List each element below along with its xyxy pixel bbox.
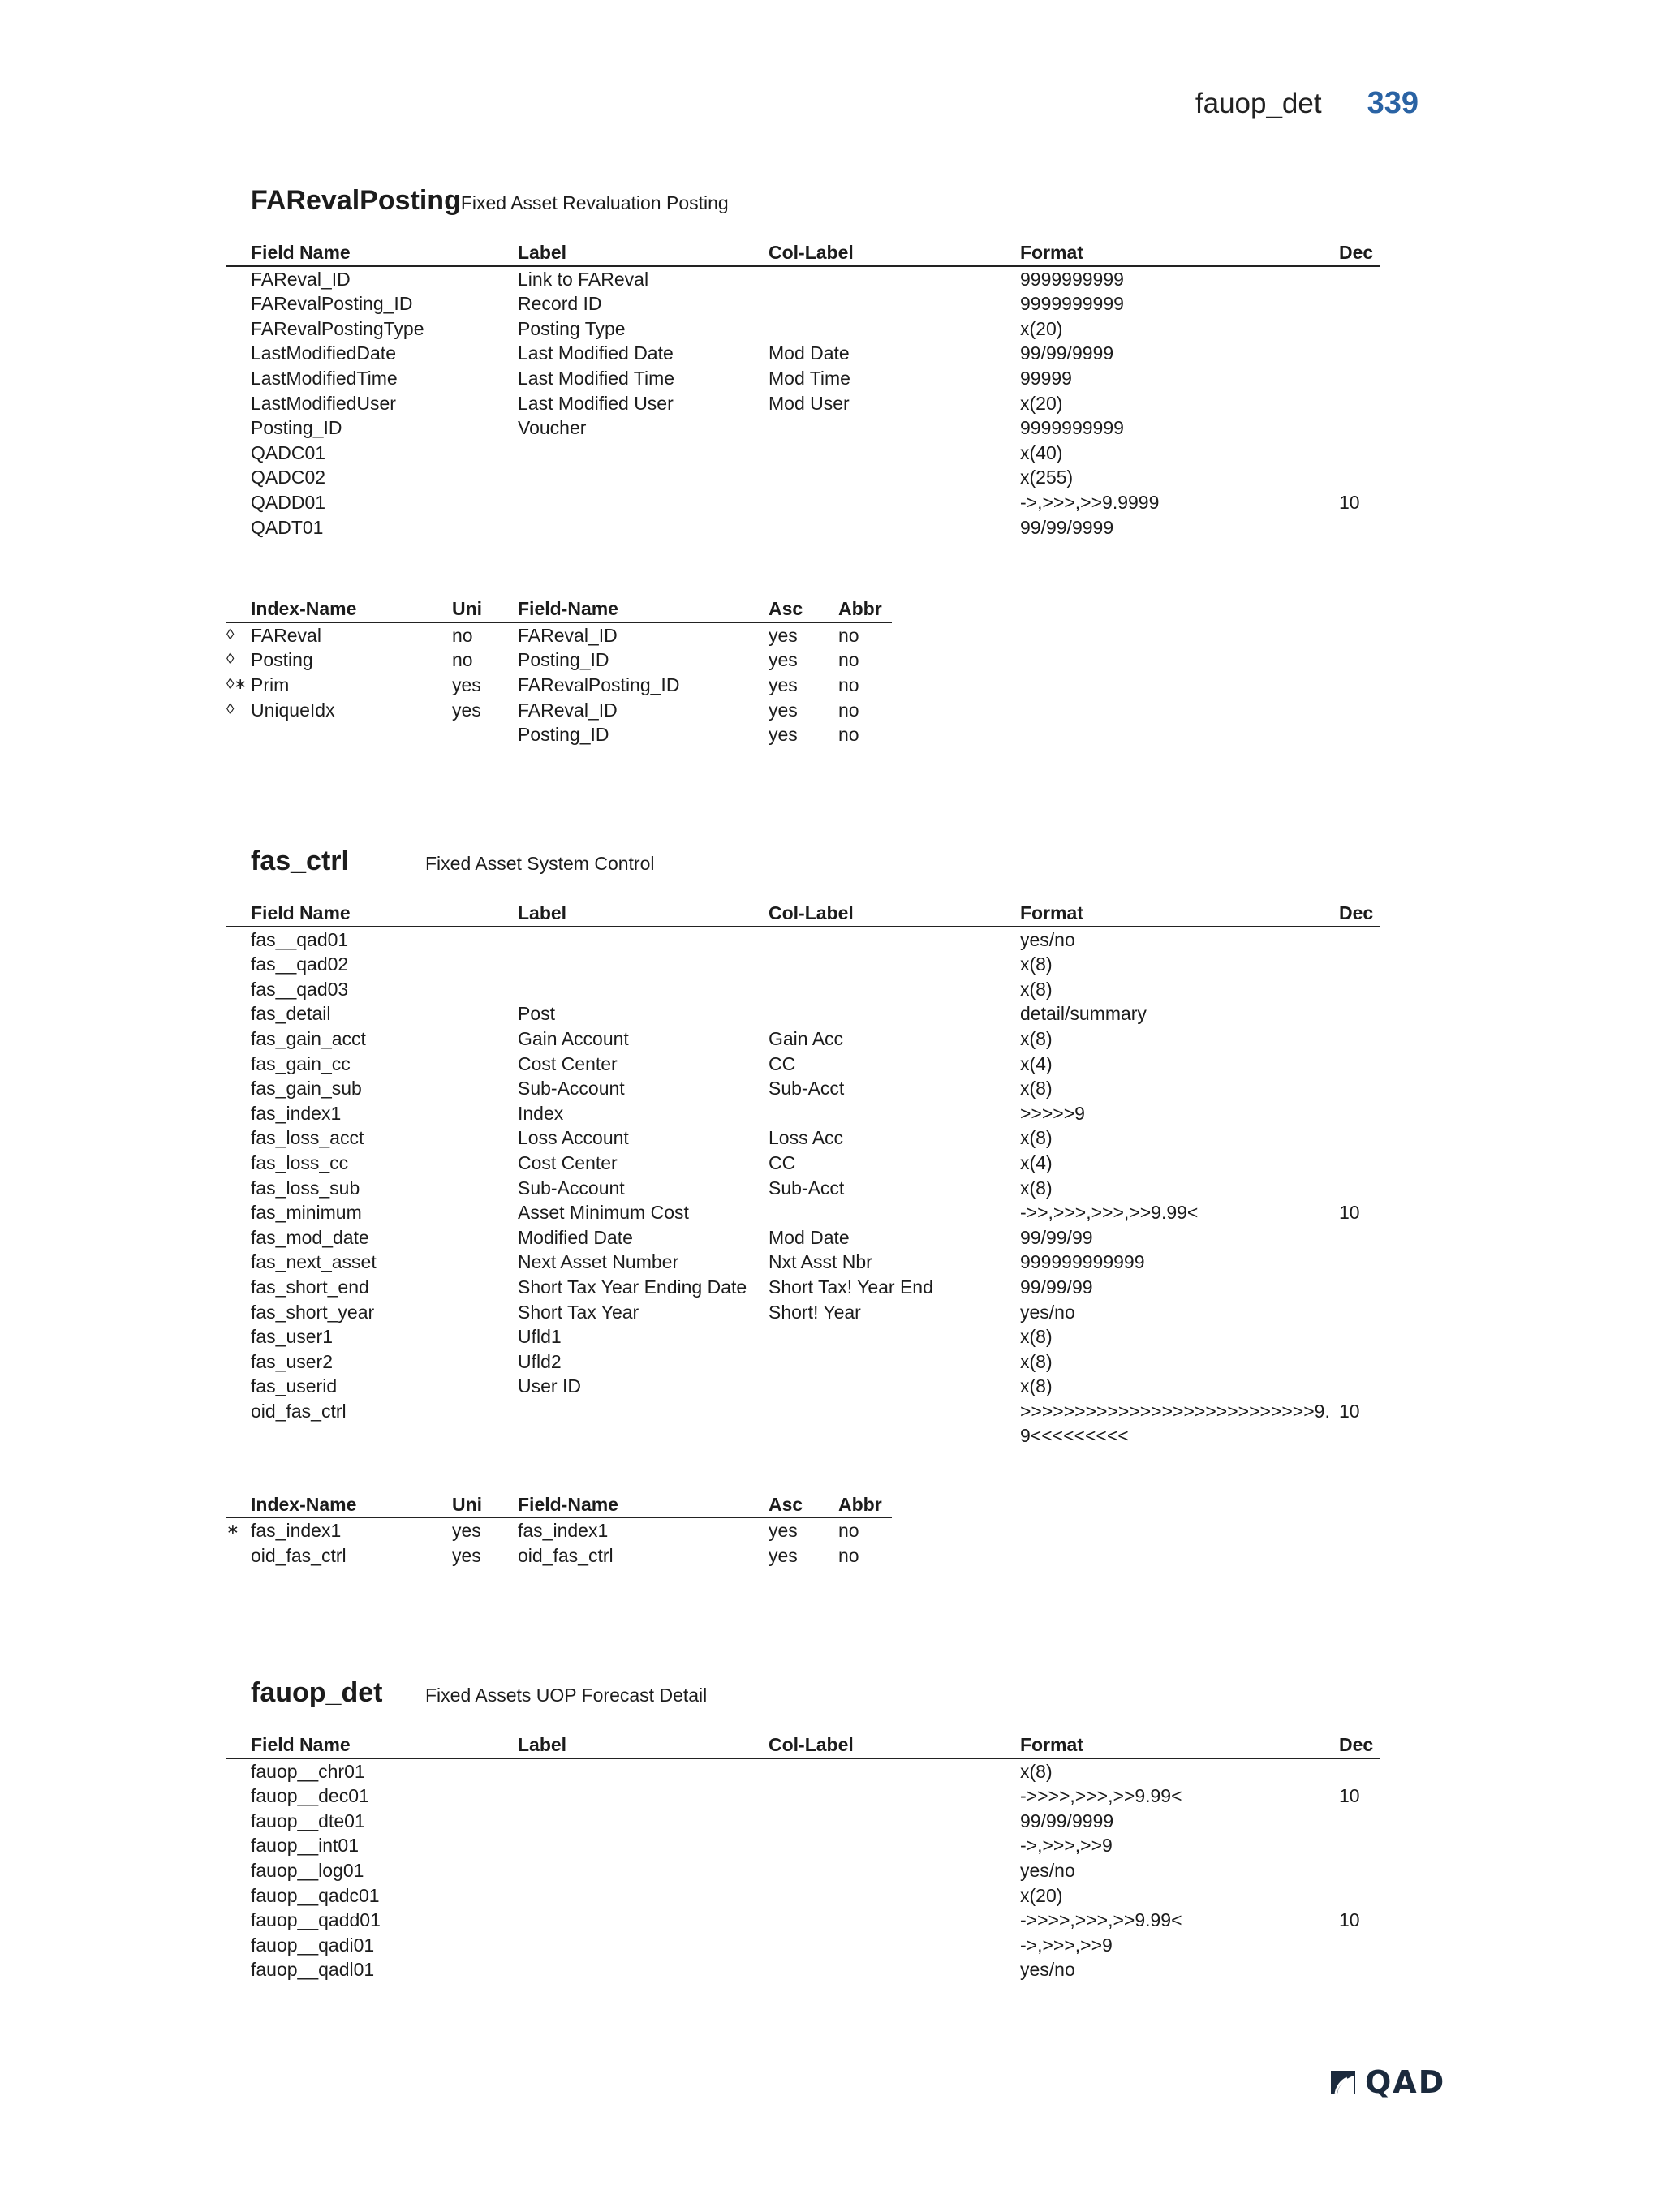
dec-cell: 10 bbox=[1339, 491, 1360, 513]
abbreviated-cell: no bbox=[838, 649, 859, 671]
format-cell: 9999999999 bbox=[1020, 293, 1124, 315]
unique-cell: yes bbox=[452, 699, 481, 721]
index-name-cell: UniqueIdx bbox=[251, 699, 335, 721]
table-row bbox=[226, 1125, 1380, 1151]
index-table bbox=[226, 1492, 892, 1569]
format-cell: yes/no bbox=[1020, 928, 1075, 950]
format-cell: 99/99/9999 bbox=[1020, 342, 1114, 364]
index-row bbox=[226, 722, 892, 747]
col-label-cell: Short Tax! Year End bbox=[769, 1276, 933, 1298]
label-cell: Link to FAReval bbox=[518, 268, 649, 290]
field-name-cell: QADC02 bbox=[251, 467, 326, 488]
label-cell: Modified Date bbox=[518, 1226, 633, 1248]
col-label-cell: Mod Date bbox=[769, 342, 850, 364]
table-row bbox=[226, 1908, 1380, 1933]
column-header-asc: Asc bbox=[769, 598, 803, 620]
field-name-cell: fas__qad03 bbox=[251, 978, 349, 1000]
field-table-header bbox=[226, 901, 1380, 927]
ascending-cell: yes bbox=[769, 649, 798, 671]
field-name-cell: FAReval_ID bbox=[251, 268, 351, 290]
table-row bbox=[226, 415, 1380, 441]
column-header-abbr: Abbr bbox=[838, 598, 882, 620]
field-name-cell: LastModifiedTime bbox=[251, 367, 398, 389]
format-cell: x(255) bbox=[1020, 467, 1074, 488]
label-cell: Last Modified Time bbox=[518, 367, 675, 389]
format-cell: x(20) bbox=[1020, 317, 1063, 339]
table-heading bbox=[251, 1677, 1380, 1723]
index-marker-icon: ◊∗ bbox=[226, 675, 248, 693]
abbreviated-cell: no bbox=[838, 699, 859, 721]
column-header-asc: Asc bbox=[769, 1493, 803, 1515]
label-cell: Cost Center bbox=[518, 1151, 618, 1173]
table-section-fas-ctrl bbox=[226, 846, 1380, 1569]
index-field-cell: FAReval_ID bbox=[518, 699, 618, 721]
label-cell: Last Modified Date bbox=[518, 342, 674, 364]
format-cell: ->>,>>>,>>>,>>9.99< bbox=[1020, 1202, 1199, 1224]
format-cell: ->,>>>,>>9 bbox=[1020, 1835, 1113, 1857]
field-name-cell: fas_userid bbox=[251, 1375, 338, 1397]
ascending-cell: yes bbox=[769, 624, 798, 646]
table-row bbox=[226, 952, 1380, 977]
running-head-title: fauop_det bbox=[1195, 88, 1322, 119]
index-name-cell: Posting bbox=[251, 649, 313, 671]
table-row bbox=[226, 1250, 1380, 1275]
column-header-format: Format bbox=[1020, 242, 1083, 263]
table-heading bbox=[251, 846, 1380, 891]
format-cell: 99/99/9999 bbox=[1020, 516, 1114, 538]
field-table bbox=[226, 1732, 1380, 1982]
table-row bbox=[226, 1324, 1380, 1349]
table-row bbox=[226, 1399, 1380, 1448]
index-row bbox=[226, 673, 892, 698]
table-row bbox=[226, 1026, 1380, 1052]
format-cell: x(8) bbox=[1020, 1177, 1053, 1199]
format-cell: x(40) bbox=[1020, 441, 1063, 463]
label-cell: Record ID bbox=[518, 293, 602, 315]
field-name-cell: fas_gain_sub bbox=[251, 1078, 362, 1100]
column-header-label: Label bbox=[518, 242, 567, 263]
format-cell: 99/99/9999 bbox=[1020, 1810, 1114, 1831]
index-table bbox=[226, 596, 892, 747]
ascending-cell: yes bbox=[769, 673, 798, 695]
column-header-index-name: Index-Name bbox=[251, 1493, 357, 1515]
table-section-farevalposting bbox=[226, 185, 1380, 747]
label-cell: Short Tax Year bbox=[518, 1301, 639, 1323]
index-field-cell: fas_index1 bbox=[518, 1520, 609, 1542]
abbreviated-cell: no bbox=[838, 673, 859, 695]
label-cell: Index bbox=[518, 1102, 564, 1124]
unique-cell: no bbox=[452, 624, 473, 646]
field-table-header bbox=[226, 1732, 1380, 1759]
unique-cell: yes bbox=[452, 1545, 481, 1567]
abbreviated-cell: no bbox=[838, 1545, 859, 1567]
field-name-cell: QADD01 bbox=[251, 491, 326, 513]
format-cell: x(8) bbox=[1020, 1027, 1053, 1049]
column-header-dec: Dec bbox=[1339, 1734, 1374, 1755]
col-label-cell: CC bbox=[769, 1052, 796, 1074]
table-row bbox=[226, 977, 1380, 1002]
table-description: Fixed Asset System Control bbox=[425, 853, 655, 874]
table-name: fas_ctrl bbox=[251, 846, 349, 876]
label-cell: Gain Account bbox=[518, 1027, 629, 1049]
column-header-dec: Dec bbox=[1339, 242, 1374, 263]
index-row bbox=[226, 698, 892, 723]
col-label-cell: Mod Date bbox=[769, 1226, 850, 1248]
format-cell: 99999 bbox=[1020, 367, 1072, 389]
field-name-cell: fas__qad02 bbox=[251, 953, 349, 975]
field-name-cell: fas_gain_acct bbox=[251, 1027, 366, 1049]
column-header-format: Format bbox=[1020, 902, 1083, 923]
index-row bbox=[226, 623, 892, 648]
format-cell: x(8) bbox=[1020, 1127, 1053, 1149]
index-marker-icon: ◊ bbox=[226, 700, 235, 718]
table-row bbox=[226, 366, 1380, 391]
format-cell: 99/99/99 bbox=[1020, 1276, 1093, 1298]
field-name-cell: fas_mod_date bbox=[251, 1226, 369, 1248]
index-name-cell: Prim bbox=[251, 673, 290, 695]
format-cell: ->,>>>,>>9.9999 bbox=[1020, 491, 1160, 513]
column-header-dec: Dec bbox=[1339, 902, 1374, 923]
label-cell: Post bbox=[518, 1003, 556, 1025]
unique-cell: no bbox=[452, 649, 473, 671]
index-row bbox=[226, 1518, 892, 1543]
table-row bbox=[226, 1052, 1380, 1077]
field-name-cell: fas_user2 bbox=[251, 1350, 334, 1372]
format-cell: 9999999999 bbox=[1020, 268, 1124, 290]
unique-cell: yes bbox=[452, 1520, 481, 1542]
field-name-cell: fas_detail bbox=[251, 1003, 331, 1025]
dec-cell: 10 bbox=[1339, 1202, 1360, 1224]
field-name-cell: fas_gain_cc bbox=[251, 1052, 351, 1074]
table-row bbox=[226, 1784, 1380, 1809]
label-cell: Ufld2 bbox=[518, 1350, 562, 1372]
format-cell: ->>>>,>>>,>>9.99< bbox=[1020, 1785, 1182, 1807]
format-cell: ->,>>>,>>9 bbox=[1020, 1934, 1113, 1956]
field-name-cell: fas_index1 bbox=[251, 1102, 342, 1124]
dec-cell: 10 bbox=[1339, 1909, 1360, 1931]
ascending-cell: yes bbox=[769, 1520, 798, 1542]
format-cell: x(20) bbox=[1020, 392, 1063, 414]
col-label-cell: Sub-Acct bbox=[769, 1078, 845, 1100]
column-header-col-label: Col-Label bbox=[769, 242, 854, 263]
label-cell: Sub-Account bbox=[518, 1177, 625, 1199]
col-label-cell: Loss Acc bbox=[769, 1127, 844, 1149]
label-cell: User ID bbox=[518, 1375, 581, 1397]
column-header-label: Label bbox=[518, 902, 567, 923]
field-name-cell: fas_minimum bbox=[251, 1202, 362, 1224]
field-name-cell: fas_next_asset bbox=[251, 1251, 377, 1273]
col-label-cell: Sub-Acct bbox=[769, 1177, 845, 1199]
field-name-cell: fas_loss_acct bbox=[251, 1127, 364, 1149]
field-name-cell: fas_loss_sub bbox=[251, 1177, 360, 1199]
format-cell: x(20) bbox=[1020, 1884, 1063, 1906]
col-label-cell: CC bbox=[769, 1151, 796, 1173]
field-name-cell: fas__qad01 bbox=[251, 928, 349, 950]
field-name-cell: fas_loss_cc bbox=[251, 1151, 349, 1173]
field-name-cell: LastModifiedUser bbox=[251, 392, 396, 414]
label-cell: Loss Account bbox=[518, 1127, 629, 1149]
index-field-cell: Posting_ID bbox=[518, 649, 609, 671]
column-header-uni: Uni bbox=[452, 598, 483, 620]
abbreviated-cell: no bbox=[838, 624, 859, 646]
table-row bbox=[226, 267, 1380, 292]
col-label-cell: Short! Year bbox=[769, 1301, 861, 1323]
label-cell: Asset Minimum Cost bbox=[518, 1202, 689, 1224]
field-name-cell: FARevalPostingType bbox=[251, 317, 424, 339]
table-section-fauop-det bbox=[226, 1677, 1380, 1982]
field-name-cell: fauop__dec01 bbox=[251, 1785, 369, 1807]
table-name: fauop_det bbox=[251, 1677, 383, 1708]
column-header-format: Format bbox=[1020, 1734, 1083, 1755]
col-label-cell: Gain Acc bbox=[769, 1027, 844, 1049]
format-cell: yes/no bbox=[1020, 1859, 1075, 1881]
table-row bbox=[226, 1957, 1380, 1982]
table-row bbox=[226, 1001, 1380, 1026]
label-cell: Next Asset Number bbox=[518, 1251, 679, 1273]
index-table-header bbox=[226, 596, 892, 623]
column-header-field-name: Field Name bbox=[251, 242, 351, 263]
field-name-cell: oid_fas_ctrl bbox=[251, 1400, 347, 1422]
table-row bbox=[226, 441, 1380, 466]
column-header-index-name: Index-Name bbox=[251, 598, 357, 620]
column-header-field-name: Field Name bbox=[251, 902, 351, 923]
table-row bbox=[226, 1101, 1380, 1126]
format-cell: x(8) bbox=[1020, 978, 1053, 1000]
format-cell: x(8) bbox=[1020, 1326, 1053, 1348]
unique-cell: yes bbox=[452, 673, 481, 695]
index-name-cell: oid_fas_ctrl bbox=[251, 1545, 347, 1567]
label-cell: Ufld1 bbox=[518, 1326, 562, 1348]
table-row bbox=[226, 1933, 1380, 1958]
format-cell: detail/summary bbox=[1020, 1003, 1147, 1025]
format-cell: 9999999999 bbox=[1020, 417, 1124, 439]
table-name: FARevalPosting bbox=[251, 185, 461, 216]
column-header-field-name: Field Name bbox=[251, 1734, 351, 1755]
column-header-col-label: Col-Label bbox=[769, 1734, 854, 1755]
table-row bbox=[226, 1374, 1380, 1399]
index-row bbox=[226, 648, 892, 673]
table-description: Fixed Assets UOP Forecast Detail bbox=[425, 1685, 708, 1706]
table-row bbox=[226, 927, 1380, 953]
ascending-cell: yes bbox=[769, 1545, 798, 1567]
field-name-cell: fas_user1 bbox=[251, 1326, 334, 1348]
table-row bbox=[226, 1076, 1380, 1101]
table-row bbox=[226, 1858, 1380, 1883]
table-row bbox=[226, 341, 1380, 366]
field-name-cell: fauop__chr01 bbox=[251, 1760, 365, 1782]
field-name-cell: fas_short_end bbox=[251, 1276, 369, 1298]
field-table bbox=[226, 240, 1380, 540]
column-header-uni: Uni bbox=[452, 1493, 483, 1515]
field-name-cell: QADC01 bbox=[251, 441, 326, 463]
table-row bbox=[226, 1809, 1380, 1834]
format-cell: x(8) bbox=[1020, 1078, 1053, 1100]
column-header-col-label: Col-Label bbox=[769, 902, 854, 923]
index-marker-icon: ◊ bbox=[226, 651, 235, 669]
dec-cell: 10 bbox=[1339, 1785, 1360, 1807]
table-row bbox=[226, 316, 1380, 342]
table-row bbox=[226, 1883, 1380, 1909]
table-row bbox=[226, 1300, 1380, 1325]
field-name-cell: FARevalPosting_ID bbox=[251, 293, 413, 315]
column-header-field-name: Field-Name bbox=[518, 1493, 618, 1515]
index-field-cell: FAReval_ID bbox=[518, 624, 618, 646]
table-row bbox=[226, 515, 1380, 540]
table-row bbox=[226, 465, 1380, 490]
table-heading bbox=[251, 185, 1380, 230]
format-cell: ->>>>,>>>,>>9.99< bbox=[1020, 1909, 1182, 1931]
format-cell: x(4) bbox=[1020, 1052, 1053, 1074]
field-name-cell: Posting_ID bbox=[251, 417, 342, 439]
format-cell: yes/no bbox=[1020, 1301, 1075, 1323]
table-row bbox=[226, 1151, 1380, 1176]
table-row bbox=[226, 391, 1380, 416]
index-name-cell: fas_index1 bbox=[251, 1520, 342, 1542]
label-cell: Cost Center bbox=[518, 1052, 618, 1074]
index-name-cell: FAReval bbox=[251, 624, 321, 646]
table-row bbox=[226, 291, 1380, 316]
index-row bbox=[226, 1543, 892, 1569]
index-marker-icon: ∗ bbox=[226, 1521, 239, 1539]
table-description: Fixed Asset Revaluation Posting bbox=[460, 192, 729, 213]
label-cell: Posting Type bbox=[518, 317, 626, 339]
format-cell: 99/99/99 bbox=[1020, 1226, 1093, 1248]
column-header-abbr: Abbr bbox=[838, 1493, 882, 1515]
ascending-cell: yes bbox=[769, 699, 798, 721]
label-cell: Voucher bbox=[518, 417, 587, 439]
col-label-cell: Mod User bbox=[769, 392, 850, 414]
column-header-field-name: Field-Name bbox=[518, 598, 618, 620]
format-cell: yes/no bbox=[1020, 1959, 1075, 1981]
field-name-cell: fauop__log01 bbox=[251, 1859, 364, 1881]
index-table-header bbox=[226, 1492, 892, 1519]
format-cell: 999999999999 bbox=[1020, 1251, 1145, 1273]
field-name-cell: fauop__qadi01 bbox=[251, 1934, 375, 1956]
field-name-cell: fauop__int01 bbox=[251, 1835, 360, 1857]
field-name-cell: fauop__qadd01 bbox=[251, 1909, 381, 1931]
format-cell: >>>>>>>>>>>>>>>>>>>>>>>>>>>9.9<<<<<<<<< bbox=[1020, 1400, 1330, 1447]
index-field-cell: FARevalPosting_ID bbox=[518, 673, 680, 695]
label-cell: Short Tax Year Ending Date bbox=[518, 1276, 747, 1298]
index-marker-icon: ◊ bbox=[226, 626, 235, 643]
running-head bbox=[1195, 86, 1419, 121]
column-header-label: Label bbox=[518, 1734, 567, 1755]
table-row bbox=[226, 1349, 1380, 1375]
table-row bbox=[226, 1200, 1380, 1225]
format-cell: x(4) bbox=[1020, 1151, 1053, 1173]
field-name-cell: fauop__qadc01 bbox=[251, 1884, 380, 1906]
dec-cell: 10 bbox=[1339, 1400, 1360, 1422]
field-name-cell: fauop__dte01 bbox=[251, 1810, 365, 1831]
format-cell: x(8) bbox=[1020, 953, 1053, 975]
index-field-cell: oid_fas_ctrl bbox=[518, 1545, 614, 1567]
qad-logo bbox=[1328, 2064, 1445, 2100]
col-label-cell: Nxt Asst Nbr bbox=[769, 1251, 872, 1273]
table-row bbox=[226, 1225, 1380, 1250]
field-table bbox=[226, 901, 1380, 1448]
col-label-cell: Mod Time bbox=[769, 367, 850, 389]
page-number: 339 bbox=[1367, 86, 1419, 120]
format-cell: x(8) bbox=[1020, 1760, 1053, 1782]
table-row bbox=[226, 1833, 1380, 1858]
ascending-cell: yes bbox=[769, 724, 798, 746]
abbreviated-cell: no bbox=[838, 1520, 859, 1542]
table-row bbox=[226, 1275, 1380, 1300]
field-name-cell: QADT01 bbox=[251, 516, 324, 538]
abbreviated-cell: no bbox=[838, 724, 859, 746]
label-cell: Last Modified User bbox=[518, 392, 674, 414]
table-row bbox=[226, 1759, 1380, 1784]
field-name-cell: fas_short_year bbox=[251, 1301, 375, 1323]
format-cell: x(8) bbox=[1020, 1350, 1053, 1372]
logo-text: QAD bbox=[1365, 2064, 1446, 2100]
index-field-cell: Posting_ID bbox=[518, 724, 609, 746]
field-name-cell: LastModifiedDate bbox=[251, 342, 396, 364]
format-cell: >>>>>9 bbox=[1020, 1102, 1085, 1124]
format-cell: x(8) bbox=[1020, 1375, 1053, 1397]
field-name-cell: fauop__qadl01 bbox=[251, 1959, 375, 1981]
qad-logo-icon bbox=[1328, 2068, 1360, 2097]
label-cell: Sub-Account bbox=[518, 1078, 625, 1100]
field-table-header bbox=[226, 240, 1380, 267]
table-row bbox=[226, 1176, 1380, 1201]
table-row bbox=[226, 490, 1380, 515]
